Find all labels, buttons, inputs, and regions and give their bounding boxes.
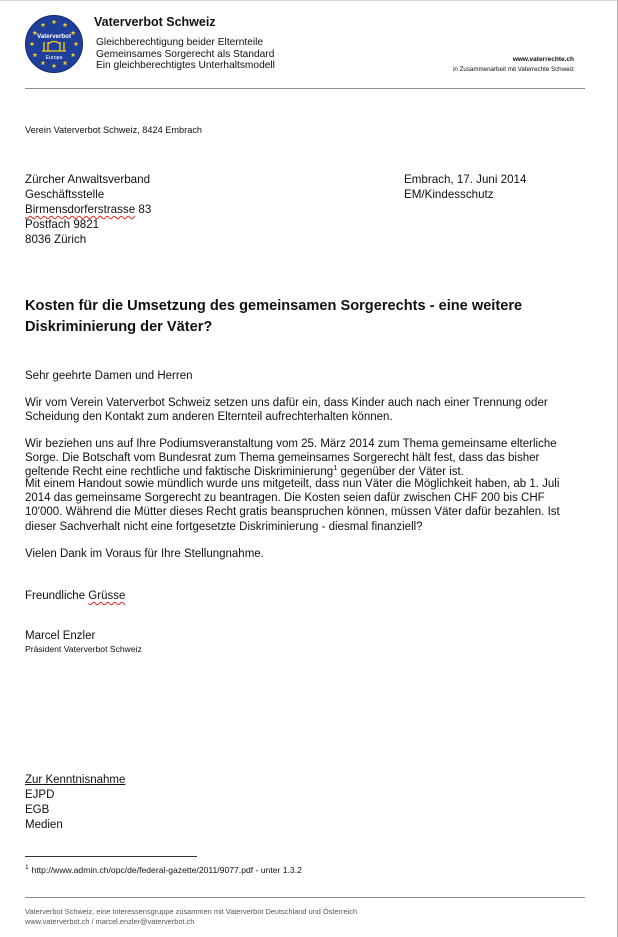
thanks-line: Vielen Dank im Voraus für Ihre Stellungnahme. <box>25 548 264 560</box>
recipient-street-number: 83 <box>135 203 152 216</box>
cc-item-medien: Medien <box>25 819 63 831</box>
paragraph-1: Wir vom Verein Vaterverbot Schweiz setzen uns dafür ein, dass Kinder auch nach einer Trennung oder Scheidung den Kontakt zum anderen Elternteil aufrechterhalten können. <box>25 397 548 424</box>
logo-bottom-text: Europa <box>45 55 63 61</box>
footnote-divider <box>25 856 197 857</box>
signer-name: Marcel Enzler <box>25 630 96 642</box>
recipient-line-5: 8036 Zürich <box>25 233 87 246</box>
footer-line-1: Vaterverbot Schweiz, eine Interessensgruppe zusammen mit Vaterverbot Deutschland und Österreich <box>25 907 358 916</box>
recipient-address <box>25 172 151 247</box>
date-reference-block <box>404 172 526 202</box>
recipient-line-2: Geschäftsstelle <box>25 188 105 201</box>
cc-block <box>25 773 125 833</box>
tagline-3: Ein gleichberechtigtes Unterhaltsmodell <box>96 60 275 71</box>
salutation: Sehr geehrte Damen und Herren <box>25 370 193 382</box>
paragraph-2 <box>25 437 585 480</box>
website-link[interactable]: www.vaterrechte.ch <box>512 56 574 63</box>
letter-date: Embrach, 17. Juni 2014 <box>404 173 527 186</box>
signer-role: Präsident Vaterverbot Schweiz <box>25 644 142 654</box>
recipient-street-name: Birmensdorferstrasse <box>25 203 136 216</box>
cc-item-egb: EGB <box>25 804 50 816</box>
footnote-link[interactable]: http://www.admin.ch/opc/de/federal-gazette/2011/9077.pdf - unter 1.3.2 <box>31 865 302 875</box>
header-divider <box>25 88 585 89</box>
cc-title: Zur Kenntnisnahme <box>25 774 126 786</box>
paragraph-3: Mit einem Handout sowie mündlich wurde uns mitgeteilt, dass nun Väter die Möglichkeit haben, ab 1. Juli 2014 das gemeinsame Sorgerecht zu beantragen. Die Kosten seien dafür zwischen CHF 200 bis CHF 10'000. Während die Mütter dieses Recht gratis beanspruchen können, müssen Väter dafür bezahlen. Ist dieser Sachverhalt nicht eine fortgesetzte Diskriminierung - diesmal finanziell? <box>25 478 560 533</box>
closing-word-1: Freundliche <box>25 590 89 602</box>
footnote-marker: 1 <box>333 463 338 473</box>
sender-address-line: Verein Vaterverbot Schweiz, 8424 Embrach <box>25 125 203 135</box>
org-title: Vaterverbot Schweiz <box>94 15 216 29</box>
recipient-street <box>25 202 151 217</box>
recipient-line-1: Zürcher Anwaltsverband <box>25 173 151 186</box>
tagline-2: Gemeinsames Sorgerecht als Standard <box>96 49 275 60</box>
cc-item-ejpd: EJPD <box>25 789 55 801</box>
footnote-number: 1 <box>25 864 29 872</box>
closing-word-2: Grüsse <box>88 590 126 602</box>
closing-line <box>25 589 585 603</box>
tagline-1: Gleichberechtigung beider Elternteile <box>96 37 264 48</box>
paragraph-2-tail: gegenüber der Väter ist. <box>337 466 464 479</box>
letter-subject: Kosten für die Umsetzung des gemeinsamen Sorgerechts - eine weitere Diskriminierung der Väter? <box>25 298 523 335</box>
page-top-edge <box>0 0 618 1</box>
eu-star-circle-logo-icon <box>25 15 83 73</box>
recipient-line-4: Postfach 9821 <box>25 218 100 231</box>
footer-line-2: www.vaterverbot.ch / marcel.enzler@vaterverbot.ch <box>25 917 195 926</box>
paragraph-2-text: Wir beziehen uns auf Ihre Podiumsveranstaltung vom 25. März 2014 zum Thema gemeinsame elterliche Sorge. Die Botschaft vom Bundesrat zum Thema gemeinsames Sorgerecht hält fest, dass das bisher geltende Recht eine rechtliche und faktische Diskriminierung <box>25 438 557 479</box>
cooperation-note: in Zusammenarbeit mit Vaterrechte Schweiz <box>453 66 574 73</box>
logo-top-text: Vaterverbot <box>36 33 72 40</box>
footnote <box>25 865 302 875</box>
footer-divider <box>25 897 585 898</box>
letter-reference: EM/Kindesschutz <box>404 188 494 201</box>
